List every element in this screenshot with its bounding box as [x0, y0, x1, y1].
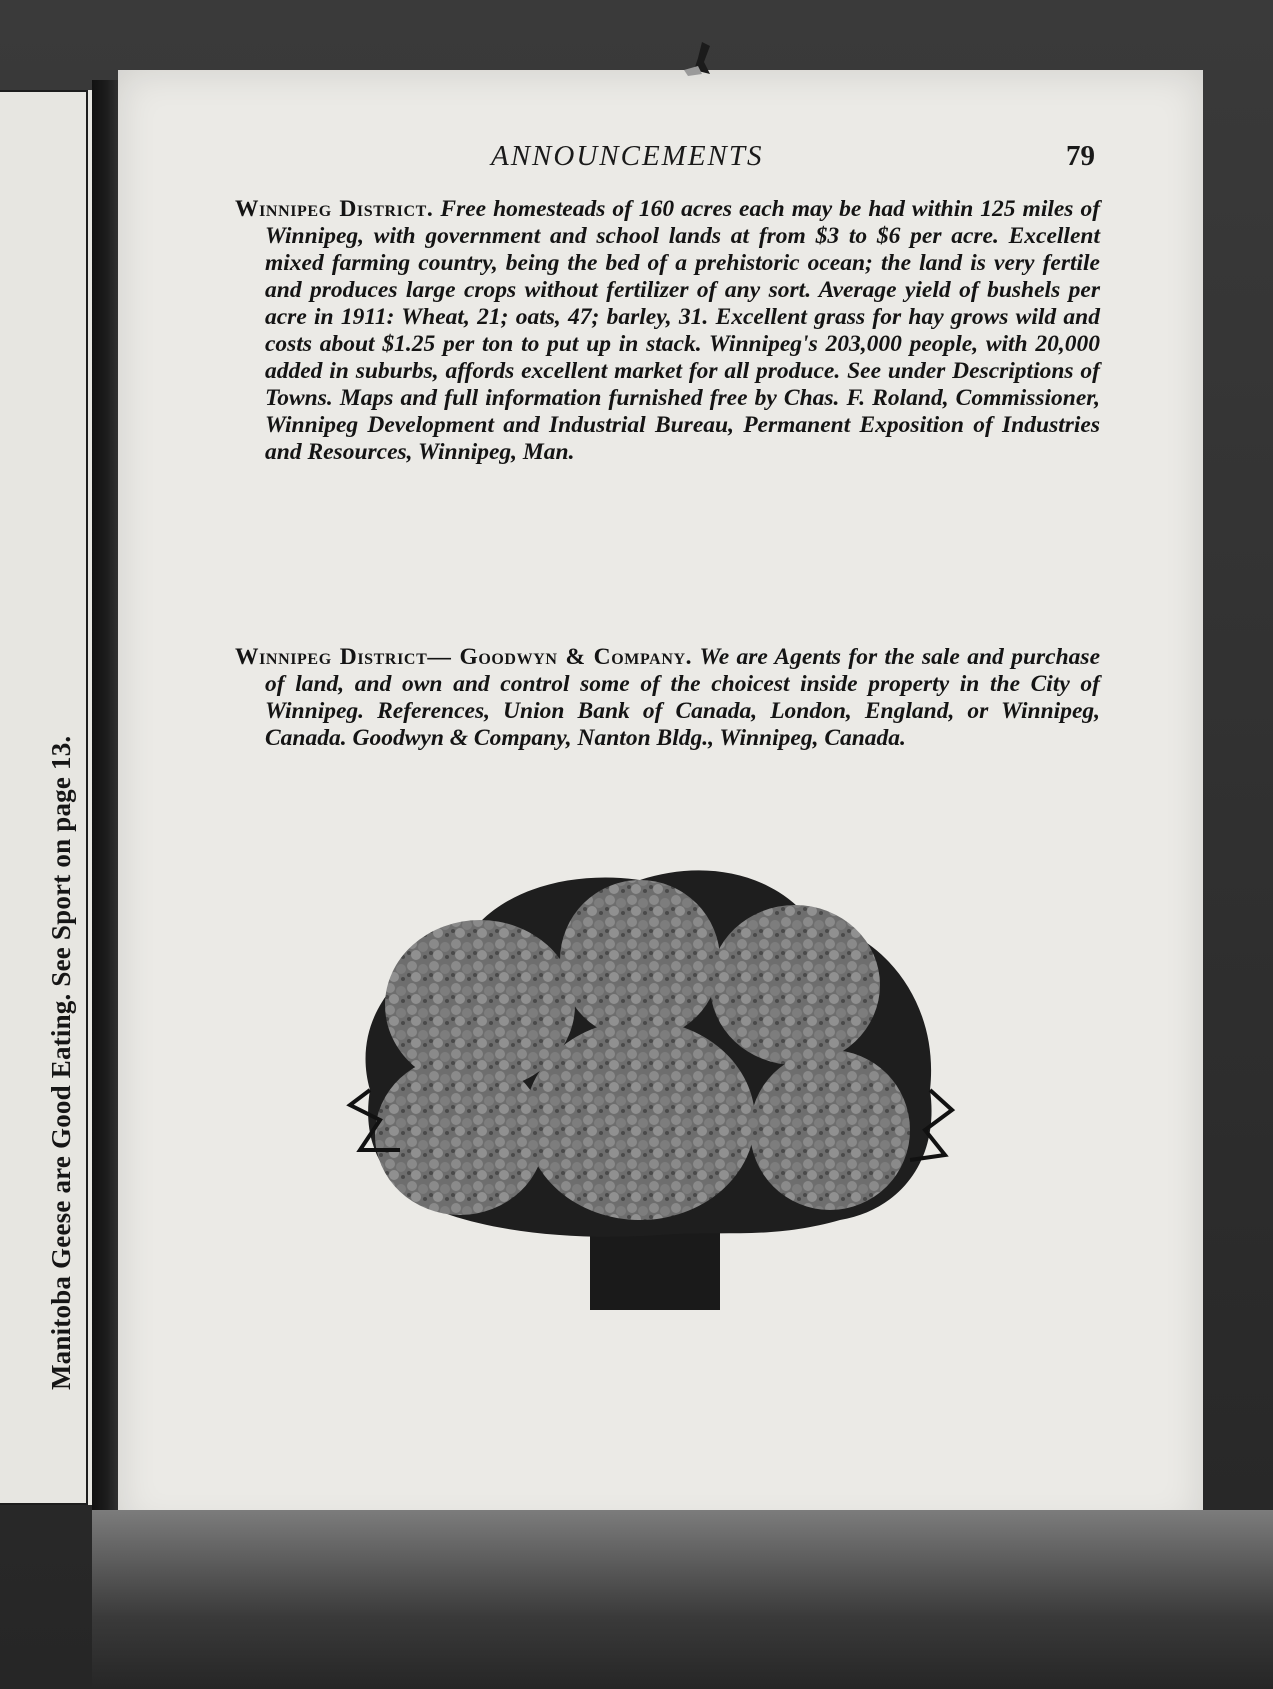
entry-heading: Winnipeg District.: [235, 196, 434, 222]
cauliflower-head: [375, 1055, 545, 1215]
page-tab-mark: [680, 40, 720, 78]
side-caption: Manitoba Geese are Good Eating. See Sport on page 13.: [46, 735, 76, 1390]
cauliflower-head: [750, 1050, 910, 1210]
running-head-title: ANNOUNCEMENTS: [491, 140, 764, 172]
cauliflower-head: [710, 905, 880, 1065]
announcement-entry: [235, 644, 1100, 752]
page-number: 79: [1066, 140, 1095, 172]
book-gutter: [92, 80, 120, 1620]
entry-body: Free homesteads of 160 acres each may be had within 125 miles of Winnipeg, with government and school lands at from $3 to $6 per acre. Excellent mixed farming country, being the bed of a prehistoric ocean; the land is very fertile and produces large crops without fertilizer of any sort. Average yield of bushels per acre in 1911: Wheat, 21; oats, 47; barley, 31. Excellent grass for hay grows wild and costs about $1.25 per ton to put up in stack. Winnipeg's 203,000 people, with 20,000 added in suburbs, affords excellent market for all produce. See under Descriptions of Towns. Maps and full information furnished free by Chas. F. Roland, Commissioner, Winnipeg Development and Industrial Bureau, Permanent Exposition of Industries and Resources, Winnipeg, Man.: [265, 196, 1101, 465]
running-head: [375, 140, 1095, 180]
scan-bed-bottom: [92, 1510, 1273, 1689]
entry-heading: Winnipeg District— Goodwyn & Company.: [235, 644, 693, 670]
previous-page-edge: [0, 90, 93, 1505]
cauliflower-head: [525, 1020, 755, 1220]
entry-body: We are Agents for the sale and purchase of land, and own and control some of the choicest inside property in the City of Winnipeg. References, Union Bank of Canada, London, England, or Winnipeg, Canada. Goodwyn & Company, Nanton Bldg., Winnipeg, Canada.: [265, 644, 1101, 751]
cauliflower-illustration: [340, 850, 960, 1310]
announcement-entry: [235, 196, 1100, 466]
cauliflower-head: [560, 880, 720, 1040]
